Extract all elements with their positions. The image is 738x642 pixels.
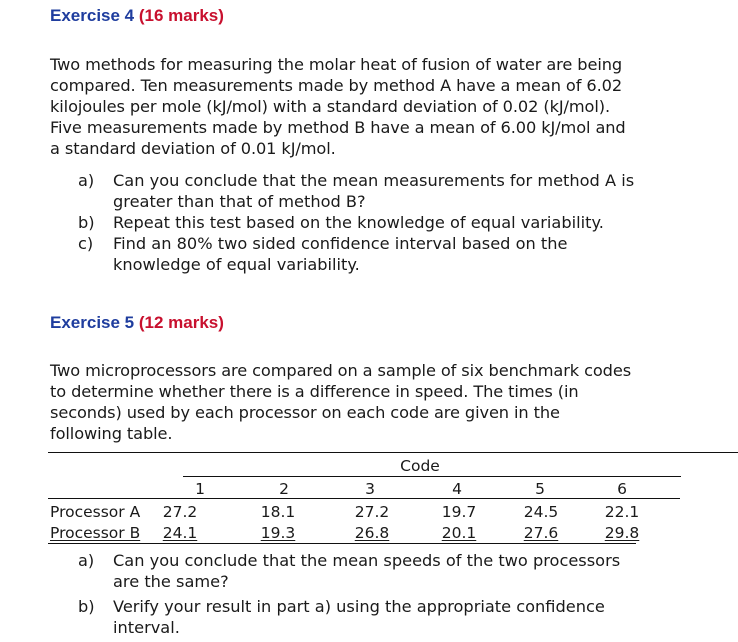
question-label: b) — [78, 597, 95, 616]
exercise-4-paragraph — [50, 54, 738, 159]
paragraph-line: kilojoules per mole (kJ/mol) with a standard deviation of 0.02 (kJ/mol). — [50, 97, 610, 116]
column-header: 2 — [279, 480, 289, 498]
paragraph-line: to determine whether there is a difference in speed. The times (in — [50, 382, 579, 401]
question-label: b) — [78, 213, 95, 232]
exercise-4-title: Exercise 4 — [50, 6, 135, 25]
paragraph-line: Two microprocessors are compared on a sample of six benchmark codes — [50, 361, 632, 380]
table-cell: 29.8 — [604, 524, 640, 542]
row-label-processor-b: Processor B — [50, 524, 141, 542]
question-item — [78, 233, 634, 275]
question-line: Find an 80% two sided confidence interval based on the — [113, 234, 568, 253]
question-line: Repeat this test based on the knowledge of equal variability. — [113, 213, 604, 232]
exercise-5-title: Exercise 5 — [50, 313, 135, 332]
question-item — [78, 550, 620, 592]
question-line: Can you conclude that the mean speeds of the two processors — [113, 551, 621, 570]
question-label: a) — [78, 171, 95, 190]
exercise-4-questions — [78, 170, 634, 275]
row-label-processor-a: Processor A — [50, 503, 141, 521]
table-cell: 19.7 — [441, 503, 477, 521]
table-header-rule — [183, 476, 681, 477]
exercise-5-questions — [78, 550, 620, 638]
paragraph-line: seconds) used by each processor on each code are given in the — [50, 403, 560, 422]
table-cell: 22.1 — [604, 503, 640, 521]
table-group-header: Code — [400, 457, 440, 475]
question-line: greater than that of method B? — [113, 192, 366, 211]
exercise-5-marks: (12 marks) — [138, 313, 224, 332]
question-item — [78, 596, 620, 638]
table-columns-rule — [48, 498, 680, 499]
table-cell: 26.8 — [354, 524, 390, 542]
paragraph-line: following table. — [50, 424, 173, 443]
paragraph-line: a standard deviation of 0.01 kJ/mol. — [50, 139, 336, 158]
paragraph-line: compared. Ten measurements made by method A have a mean of 6.02 — [50, 76, 623, 95]
question-line: Verify your result in part a) using the appropriate confidence — [113, 597, 605, 616]
table-cell: 27.2 — [354, 503, 390, 521]
column-header: 6 — [617, 480, 627, 498]
paragraph-line: Two methods for measuring the molar heat of fusion of water are being — [50, 55, 623, 74]
question-line: Can you conclude that the mean measurements for method A is — [113, 171, 635, 190]
question-item — [78, 170, 634, 212]
table-cell: 27.2 — [162, 503, 198, 521]
table-bottom-rule — [48, 543, 636, 544]
question-label: c) — [78, 234, 94, 253]
column-header: 1 — [195, 480, 205, 498]
column-header: 4 — [452, 480, 462, 498]
exercise-4-heading — [50, 6, 224, 26]
exercise-4-marks: (16 marks) — [138, 6, 224, 25]
table-cell: 19.3 — [260, 524, 296, 542]
paragraph-line: Five measurements made by method B have a mean of 6.00 kJ/mol and — [50, 118, 626, 137]
table-cell: 24.5 — [523, 503, 559, 521]
exercise-5-heading — [50, 313, 224, 333]
question-line: interval. — [113, 618, 180, 637]
table-top-rule — [48, 452, 738, 453]
table-cell: 18.1 — [260, 503, 296, 521]
question-line: knowledge of equal variability. — [113, 255, 360, 274]
table-cell: 24.1 — [162, 524, 198, 542]
column-header: 3 — [365, 480, 375, 498]
column-header: 5 — [535, 480, 545, 498]
table-cell: 20.1 — [441, 524, 477, 542]
exercise-5-paragraph — [50, 360, 738, 444]
question-label: a) — [78, 551, 95, 570]
question-item — [78, 212, 634, 233]
question-line: are the same? — [113, 572, 229, 591]
table-cell: 27.6 — [523, 524, 559, 542]
